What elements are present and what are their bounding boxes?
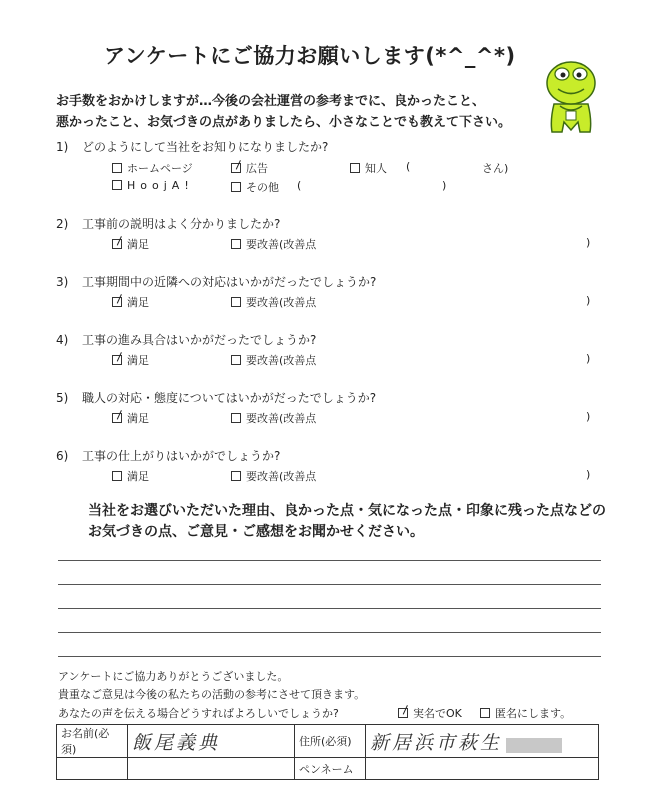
question-number: 2)	[56, 217, 69, 231]
acquaintance-open-paren: (	[406, 160, 411, 173]
comment-writing-line[interactable]	[58, 560, 601, 561]
checkbox-checked-icon[interactable]	[112, 239, 122, 249]
checkbox-icon[interactable]	[231, 471, 241, 481]
checkbox-checked-icon[interactable]	[112, 413, 122, 423]
option-label: ホームページ	[127, 162, 193, 175]
checkbox-icon[interactable]	[231, 413, 241, 423]
improvement-close-paren: )	[586, 236, 591, 249]
option-satisfied[interactable]	[112, 236, 149, 252]
acquaintance-close-paren: さん)	[482, 162, 509, 175]
improvement-close-paren: )	[586, 294, 591, 307]
option-needs-improvement[interactable]	[231, 410, 316, 426]
question-6	[56, 447, 280, 464]
option-other[interactable]	[231, 179, 279, 195]
other-open-paren: (	[297, 179, 302, 192]
checkbox-checked-icon[interactable]	[231, 163, 241, 173]
checkbox-icon[interactable]	[231, 297, 241, 307]
option-satisfied[interactable]	[112, 294, 149, 310]
thanks-line-3: あなたの声を伝える場合どうすればよろしいでしょうか?	[58, 707, 339, 720]
name-label-blank	[57, 758, 128, 780]
consent-label: 実名でOK	[413, 707, 462, 720]
address-field[interactable]	[366, 725, 599, 758]
question-number: 6)	[56, 449, 69, 463]
other-close-paren: )	[442, 179, 447, 192]
comment-prompt-line-1: 当社をお選びいただいた理由、良かった点・気になった点・印象に残った点などの	[88, 503, 606, 519]
question-text: 工事の進み具合はいかがだったでしょうか?	[82, 333, 317, 347]
option-label: 満足	[127, 412, 149, 425]
improvement-close-paren: )	[586, 410, 591, 423]
option-label: 要改善(改善点	[246, 412, 317, 425]
checkbox-icon[interactable]	[231, 239, 241, 249]
option-label: HoojA!	[127, 179, 194, 192]
option-label: 満足	[127, 296, 149, 309]
name-field[interactable]	[128, 725, 295, 758]
checkbox-icon[interactable]	[231, 355, 241, 365]
comment-writing-line[interactable]	[58, 584, 601, 585]
option-label: 要改善(改善点	[246, 354, 317, 367]
question-3	[56, 273, 376, 290]
option-needs-improvement[interactable]	[231, 352, 316, 368]
option-needs-improvement[interactable]	[231, 236, 316, 252]
redaction-block	[506, 738, 562, 753]
question-number: 3)	[56, 275, 69, 289]
consent-real-name[interactable]	[398, 705, 462, 721]
mascot-icon	[540, 56, 602, 136]
option-label: 満足	[127, 238, 149, 251]
checkbox-checked-icon[interactable]	[398, 708, 408, 718]
option-label: 広告	[246, 162, 268, 175]
question-number: 4)	[56, 333, 69, 347]
comment-prompt-line-2: お気づきの点、ご意見・ご感想をお聞かせください。	[88, 524, 424, 540]
penname-field[interactable]	[366, 758, 599, 780]
name-label: お名前(必須)	[57, 725, 128, 758]
thanks-line-2: 貴重なご意見は今後の私たちの活動の参考にさせて頂きます。	[58, 688, 366, 701]
option-satisfied[interactable]	[112, 410, 149, 426]
question-2	[56, 215, 280, 232]
option-label: 要改善(改善点	[246, 296, 317, 309]
checkbox-icon[interactable]	[112, 163, 122, 173]
option-label: 要改善(改善点	[246, 238, 317, 251]
question-5	[56, 389, 376, 406]
comment-writing-line[interactable]	[58, 632, 601, 633]
checkbox-checked-icon[interactable]	[112, 355, 122, 365]
question-text: 職人の対応・態度についてはいかがだったでしょうか?	[82, 391, 377, 405]
improvement-close-paren: )	[586, 468, 591, 481]
checkbox-checked-icon[interactable]	[112, 297, 122, 307]
checkbox-icon[interactable]	[350, 163, 360, 173]
option-label: その他	[246, 181, 279, 194]
question-text: どのようにして当社をお知りになりましたか?	[82, 140, 329, 154]
improvement-close-paren: )	[586, 352, 591, 365]
option-homepage[interactable]	[112, 160, 193, 176]
option-needs-improvement[interactable]	[231, 294, 316, 310]
checkbox-icon[interactable]	[112, 180, 122, 190]
intro-line-2: 悪かったこと、お気づきの点がありましたら、小さなことでも教えて下さい。	[56, 115, 512, 130]
option-satisfied[interactable]	[112, 352, 149, 368]
handwritten-address: 新居浜市萩生	[370, 731, 503, 754]
option-label: 要改善(改善点	[246, 470, 317, 483]
question-text: 工事の仕上がりはいかがでしょうか?	[82, 449, 281, 463]
question-text: 工事期間中の近隣への対応はいかがだったでしょうか?	[82, 275, 377, 289]
question-number: 1)	[56, 140, 69, 154]
option-acquaintance[interactable]	[350, 160, 387, 176]
address-label: 住所(必須)	[295, 725, 366, 758]
option-satisfied[interactable]	[112, 468, 149, 484]
option-label: 満足	[127, 470, 149, 483]
consent-anonymous[interactable]	[480, 705, 571, 721]
signature-table	[56, 724, 599, 780]
question-number: 5)	[56, 391, 69, 405]
option-needs-improvement[interactable]	[231, 468, 316, 484]
survey-title: アンケートにご協力お願いします(*^_^*)	[104, 44, 516, 68]
checkbox-icon[interactable]	[480, 708, 490, 718]
option-advertisement[interactable]	[231, 160, 268, 176]
question-1	[56, 138, 328, 155]
intro-line-1: お手数をおかけしますが…今後の会社運営の参考までに、良かったこと、	[56, 94, 486, 109]
option-label: 満足	[127, 354, 149, 367]
handwritten-name: 飯尾義典	[132, 731, 221, 754]
option-label: 知人	[365, 162, 387, 175]
comment-writing-line[interactable]	[58, 608, 601, 609]
checkbox-icon[interactable]	[231, 182, 241, 192]
thanks-line-1: アンケートにご協力ありがとうございました。	[58, 670, 289, 683]
penname-label: ペンネーム	[295, 758, 366, 780]
question-4	[56, 331, 316, 348]
name-field-blank[interactable]	[128, 758, 295, 780]
option-hooja[interactable]	[112, 179, 194, 192]
question-text: 工事前の説明はよく分かりましたか?	[82, 217, 281, 231]
comment-writing-line[interactable]	[58, 656, 601, 657]
checkbox-icon[interactable]	[112, 471, 122, 481]
consent-label: 匿名にします。	[495, 707, 572, 720]
